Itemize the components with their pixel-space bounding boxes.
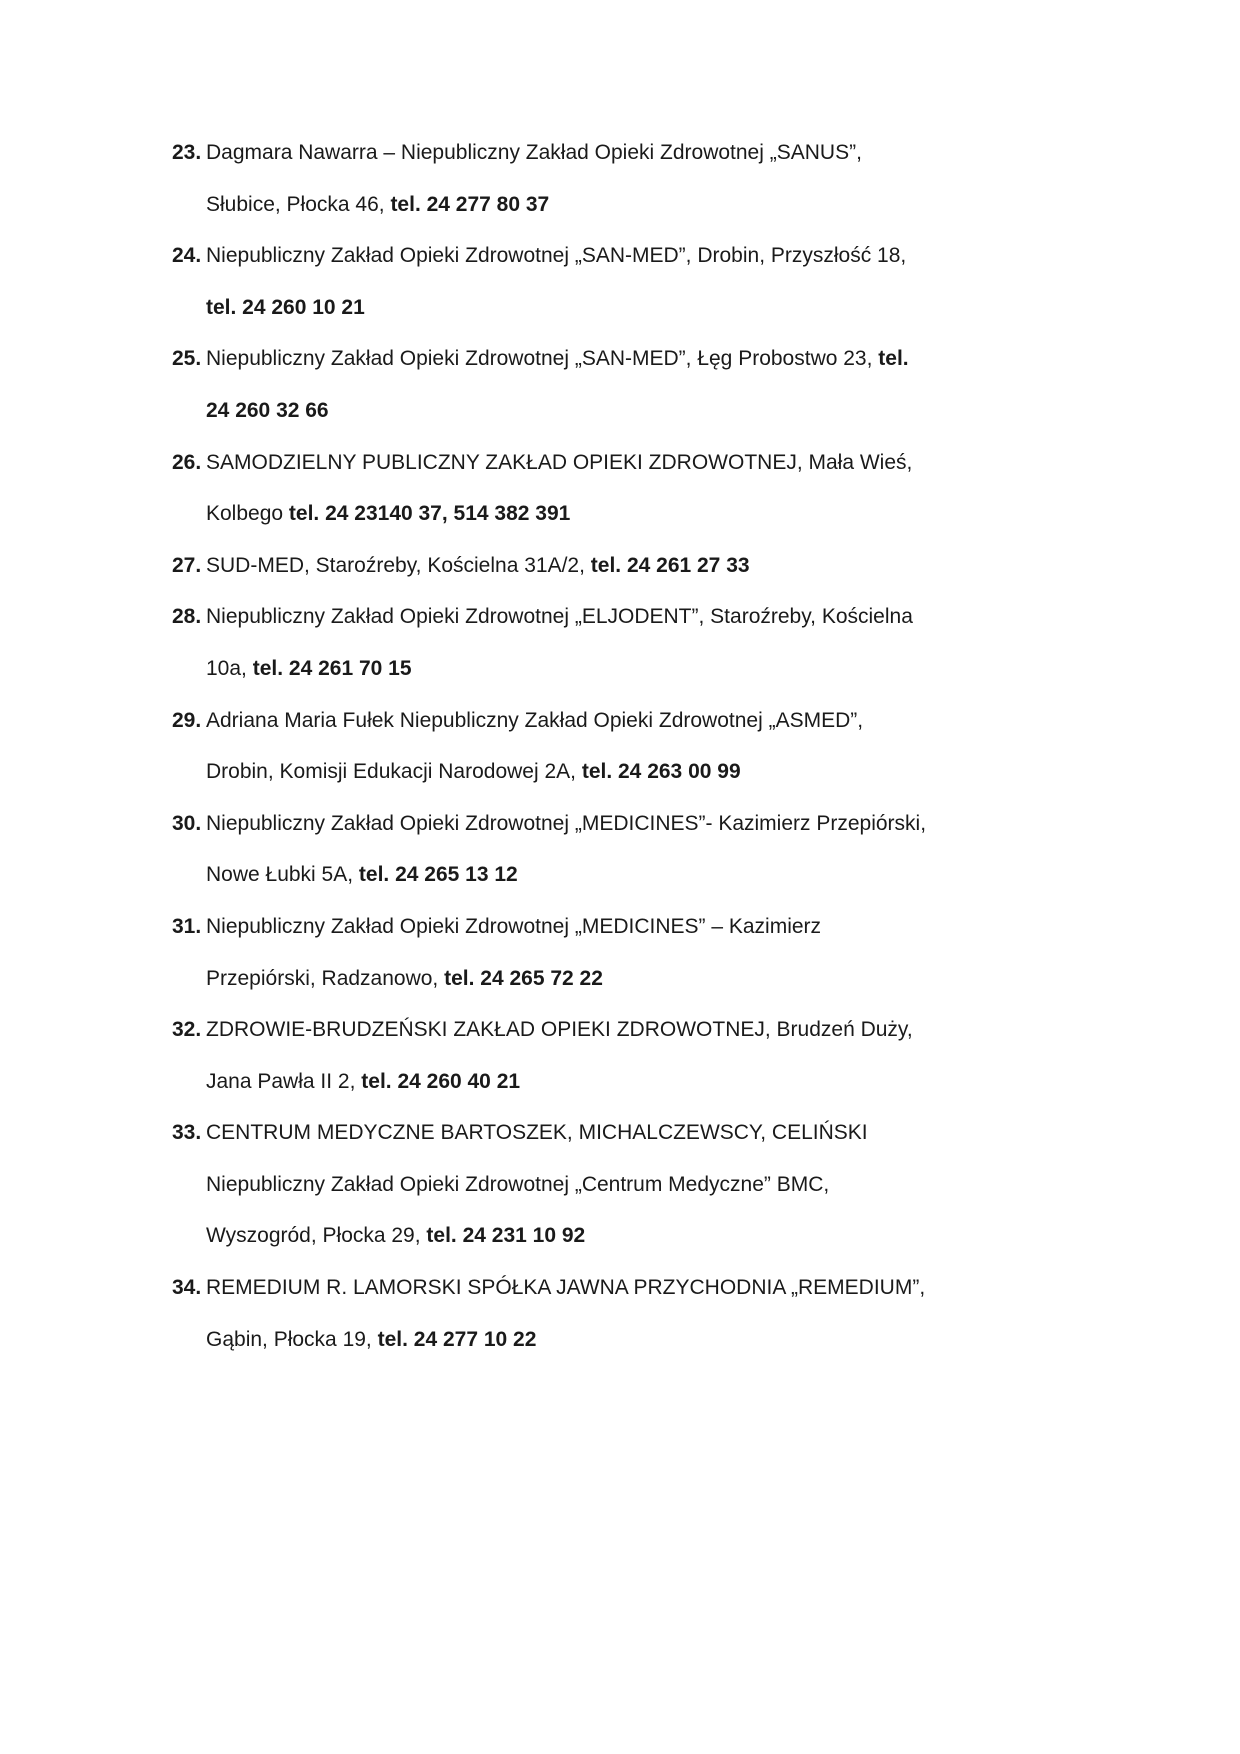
entry-number: 31. xyxy=(172,914,202,938)
entry-line xyxy=(206,127,1002,179)
phone-number: 24 260 32 66 xyxy=(206,398,329,422)
phone-number: tel. 24 265 13 12 xyxy=(358,863,518,887)
entry-body xyxy=(206,437,1002,540)
entry-body xyxy=(206,901,1002,1004)
entry-line xyxy=(206,643,1002,695)
entry-line xyxy=(206,179,1002,231)
entry-text: Niepubliczny Zakład Opieki Zdrowotnej „MEDICINES”- Kazimierz Przepiórski, xyxy=(206,811,927,835)
entry-text: Nowe Łubki 5A, xyxy=(206,863,359,887)
list-item xyxy=(172,230,1002,333)
entry-body xyxy=(206,1262,1002,1365)
entry-line xyxy=(206,1159,1002,1211)
entry-body xyxy=(206,798,1002,901)
entry-number: 23. xyxy=(172,141,202,164)
phone-number: tel. 24 277 80 37 xyxy=(390,192,550,216)
entry-line xyxy=(206,695,1002,747)
list-item xyxy=(172,695,1002,798)
list-item xyxy=(172,333,1002,436)
entry-text: Gąbin, Płocka 19, xyxy=(206,1327,378,1351)
phone-number: tel. 24 260 10 21 xyxy=(206,295,365,319)
entry-text: 10a, xyxy=(206,656,253,680)
entry-number: 33. xyxy=(172,1121,202,1145)
entry-number: 26. xyxy=(172,450,202,474)
list-item xyxy=(172,437,1002,540)
phone-number: tel. 24 260 40 21 xyxy=(361,1069,521,1093)
entry-line xyxy=(206,1314,1002,1366)
entry-number: 28. xyxy=(172,605,202,629)
list-item xyxy=(172,127,1002,230)
entry-line xyxy=(206,437,1002,489)
entry-line xyxy=(206,591,1002,643)
entry-number: 25. xyxy=(172,347,202,371)
entry-line xyxy=(206,746,1002,798)
entry-text: SUD-MED, Staroźreby, Kościelna 31A/2, xyxy=(206,553,591,577)
entry-text: Wyszogród, Płocka 29, xyxy=(206,1224,427,1248)
list-item xyxy=(172,901,1002,1004)
entry-text: REMEDIUM R. LAMORSKI SPÓŁKA JAWNA PRZYCHODNIA „REMEDIUM”, xyxy=(206,1276,926,1300)
entry-number: 27. xyxy=(172,553,202,577)
entry-line xyxy=(206,1107,1002,1159)
entry-line xyxy=(206,798,1002,850)
entry-line xyxy=(206,901,1002,953)
entry-line xyxy=(206,953,1002,1005)
entry-line xyxy=(206,282,1002,334)
entry-body xyxy=(206,695,1002,798)
entry-text: Kolbego xyxy=(206,502,289,526)
list-item xyxy=(172,1004,1002,1107)
list-item xyxy=(172,1262,1002,1365)
entry-body xyxy=(206,1107,1002,1262)
entry-text: Niepubliczny Zakład Opieki Zdrowotnej „SAN-MED”, Łęg Probostwo 23, xyxy=(206,347,879,371)
entry-body xyxy=(206,333,1002,436)
phone-number: tel. xyxy=(878,347,909,371)
phone-number: tel. 24 263 00 99 xyxy=(581,760,741,784)
entry-text: Dagmara Nawarra – Niepubliczny Zakład Opieki Zdrowotnej „SANUS”, xyxy=(206,141,862,164)
entry-body xyxy=(206,230,1002,333)
entry-body xyxy=(206,127,1002,230)
list-item xyxy=(172,591,1002,694)
entry-number: 29. xyxy=(172,708,202,732)
healthcare-facility-list xyxy=(172,127,1002,1365)
entry-text: Drobin, Komisji Edukacji Narodowej 2A, xyxy=(206,760,582,784)
list-item xyxy=(172,798,1002,901)
entry-text: Niepubliczny Zakład Opieki Zdrowotnej „SAN-MED”, Drobin, Przyszłość 18, xyxy=(206,244,907,268)
entry-text: ZDROWIE-BRUDZEŃSKI ZAKŁAD OPIEKI ZDROWOTNEJ, Brudzeń Duży, xyxy=(206,1018,913,1042)
entry-line xyxy=(206,385,1002,437)
list-item xyxy=(172,540,1002,592)
entry-line xyxy=(206,1004,1002,1056)
phone-number: tel. 24 265 72 22 xyxy=(444,966,603,990)
entry-line xyxy=(206,1262,1002,1314)
entry-number: 32. xyxy=(172,1018,202,1042)
phone-number: tel. 24 261 70 15 xyxy=(252,656,412,680)
entry-text: Przepiórski, Radzanowo, xyxy=(206,966,445,990)
entry-line xyxy=(206,1056,1002,1108)
entry-number: 34. xyxy=(172,1276,202,1300)
phone-number: tel. 24 231 10 92 xyxy=(426,1224,586,1248)
entry-line xyxy=(206,849,1002,901)
entry-number: 24. xyxy=(172,244,202,268)
entry-text: Adriana Maria Fułek Niepubliczny Zakład Opieki Zdrowotnej „ASMED”, xyxy=(206,708,864,732)
entry-text: CENTRUM MEDYCZNE BARTOSZEK, MICHALCZEWSCY, CELIŃSKI xyxy=(206,1121,868,1145)
entry-line xyxy=(206,488,1002,540)
phone-number: tel. 24 23140 37, 514 382 391 xyxy=(288,502,571,526)
entry-text: SAMODZIELNY PUBLICZNY ZAKŁAD OPIEKI ZDROWOTNEJ, Mała Wieś, xyxy=(206,450,913,474)
entry-line xyxy=(206,230,1002,282)
entry-body xyxy=(206,591,1002,694)
entry-text: Jana Pawła II 2, xyxy=(206,1069,362,1093)
entry-body xyxy=(206,540,1002,592)
entry-text: Niepubliczny Zakład Opieki Zdrowotnej „ELJODENT”, Staroźreby, Kościelna xyxy=(206,605,913,629)
list-item xyxy=(172,1107,1002,1262)
entry-number: 30. xyxy=(172,811,202,835)
entry-text: Niepubliczny Zakład Opieki Zdrowotnej „Centrum Medyczne” BMC, xyxy=(206,1172,830,1196)
entry-line xyxy=(206,1210,1002,1262)
entry-line xyxy=(206,333,1002,385)
entry-text: Słubice, Płocka 46, xyxy=(206,192,391,216)
entry-body xyxy=(206,1004,1002,1107)
entry-line xyxy=(206,540,1002,592)
phone-number: tel. 24 261 27 33 xyxy=(590,553,750,577)
entry-text: Niepubliczny Zakład Opieki Zdrowotnej „MEDICINES” – Kazimierz xyxy=(206,914,822,938)
phone-number: tel. 24 277 10 22 xyxy=(377,1327,537,1351)
